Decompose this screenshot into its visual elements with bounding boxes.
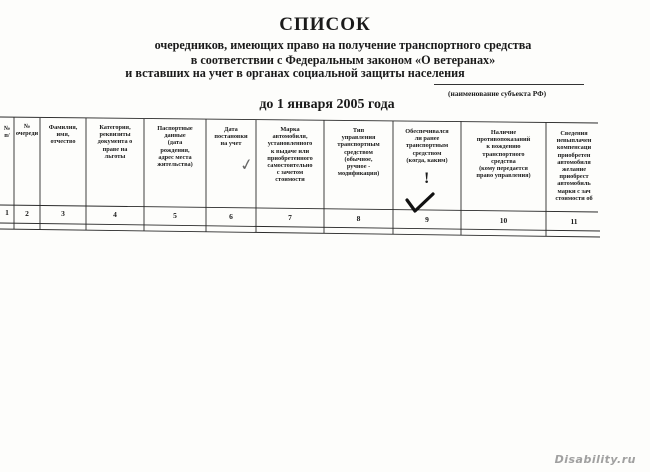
handwritten-big-check-mark [405, 192, 435, 216]
column-header-9: Обеспечивался ли ранее транспортным средством (когда, каким) [405, 128, 449, 164]
column-number-4: 4 [113, 210, 117, 219]
column-header-5: Паспортные данные (дата рождения, адрес места жительства) [157, 125, 193, 169]
column-number-3: 3 [61, 209, 65, 218]
column-number-7: 7 [288, 213, 292, 222]
column-header-3: Фамилия, имя, отчество [48, 124, 78, 146]
handwritten-check-mark: ✓ [238, 155, 255, 176]
column-number-8: 8 [356, 214, 361, 223]
column-number-2: 2 [25, 209, 29, 218]
column-number-11: 11 [570, 217, 578, 226]
column-header-2: № очереди [15, 123, 39, 138]
column-header-6: Дата постановки на учет [214, 126, 248, 148]
subtitle-line-2: в соответствии с Федеральным законом «О ветеранах» [190, 53, 496, 67]
column-header-4: Категория, реквизиты документа о праве на льготы [97, 124, 133, 160]
column-header-7: Марка автомобиля, установленного к выдаче или приобретенного самостоятельно с зачетом стоимости [267, 126, 313, 184]
subtitle-line-3: и вставших на учет в органах социальной защиты населения [125, 66, 465, 80]
column-header-1: № п/ [3, 125, 11, 140]
column-number-10: 10 [499, 216, 508, 225]
column-header-11: Сведения невыплачен компенсаци приобретен автомобиля желание приобрест автомобиль марки с зач стоимости об [555, 130, 593, 202]
document-title: СПИСОК [279, 14, 371, 35]
handwritten-exclamation-mark: ! [424, 170, 430, 187]
date-line: до 1 января 2005 года [259, 97, 395, 112]
column-number-5: 5 [173, 211, 177, 220]
column-number-1: 1 [5, 208, 9, 217]
subject-caption: (наименование субъекта РФ) [448, 89, 547, 98]
column-header-8: Тип управления транспортным средством (обычное, ручное - модификация) [337, 127, 380, 178]
subtitle-line-1: очередников, имеющих право на получение транспортного средства [154, 38, 532, 52]
column-number-9: 9 [425, 215, 429, 224]
column-number-6: 6 [229, 212, 233, 221]
column-header-10: Наличие противопоказаний к вождению транспортного средства (кому передается право управления) [476, 129, 531, 180]
watermark-logo: Disability.ru [554, 453, 636, 466]
